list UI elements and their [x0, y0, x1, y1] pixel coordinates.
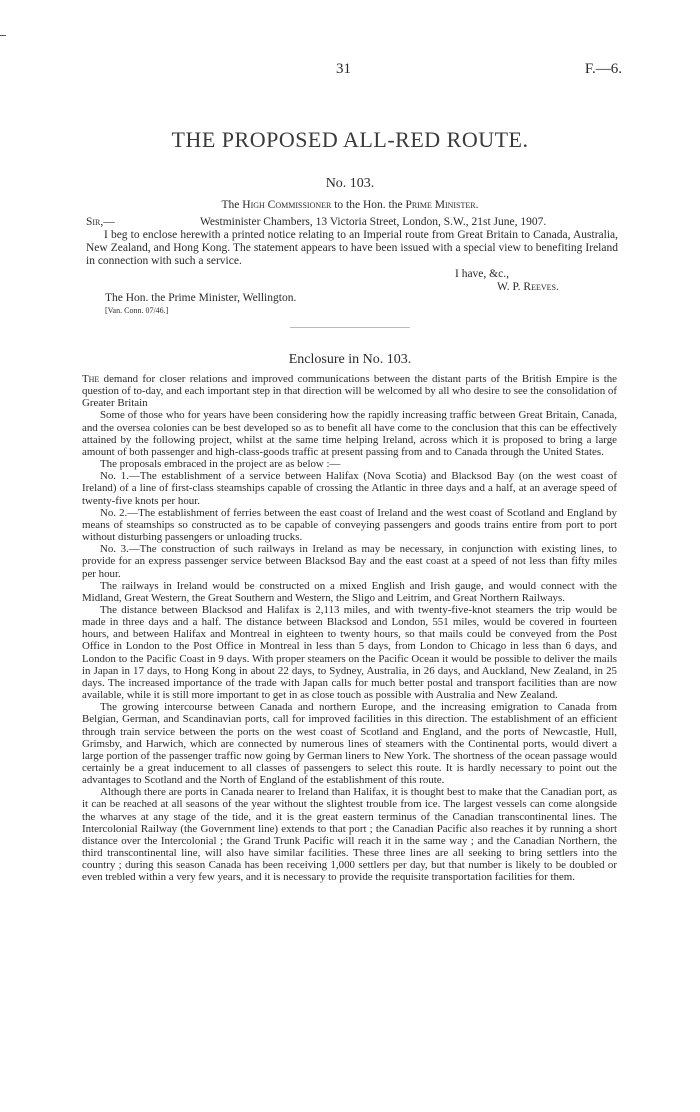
enclosure-paragraph: The distance between Blacksod and Halifax is 2,113 miles, and with twenty-five-knot steamers the trip would be made in three days and a half. The distance between Blacksod and London, 551 miles, would be covered in fourteen hours, and between Halifax and Montreal in eighteen to twenty hours, so that mails could be conveyed from the Post Office in London to the Post Office in Montreal in less than 5 days, from London to Chicago in less than 6 days, and London to the Pacific Coast in 9 days. With proper steamers on the Pacific Ocean it would be possible to deliver the mails in Japan in 17 days, to Hong Kong in about 22 days, to Sydney, Australia, in 26 days, and Auckland, New Zealand, in 25 days. The increased importance of the trade with Japan calls for much better postal and transport facilities than are now available, while it is still more important to get in as close touch as possible with Australia and New Zealand. [82, 603, 617, 702]
salutation: Sir,— [86, 216, 115, 228]
enclosure-paragraph: The growing intercourse between Canada and northern Europe, and the increasing emigration to Canada from Belgian, German, and Scandinavian ports, call for improved facilities in this direction. The establishment of an efficient through train service between the ports on the west coast of Scotland and England, and the ports of Newcastle, Hull, Grimsby, and Harwich, which are connected by numerous lines of steamers with the Continental ports, would divert a large portion of the passenger traffic now going by German liners to New York. The shortness of the ocean passage would certainly be a great inducement to all classes of passengers to select this route. It is hardly necessary to point out the advantages to Scotland and the North of England of the establishment of this route. [82, 701, 617, 787]
enclosure-paragraph: The proposals embraced in the project are as below :— [100, 458, 341, 471]
signature-initials: W. P. [497, 281, 521, 293]
page-number: 31 [336, 61, 351, 77]
margin-mark [0, 35, 6, 36]
enclosure-paragraph: No. 1.—The establishment of a service between Halifax (Nova Scotia) and Blacksod Bay (on the west coast of Ireland) of a line of first-class steamships capable of crossing the Atlantic in three days and a half, at an average speed of twenty-five knots per hour. [82, 470, 617, 507]
signature [497, 281, 559, 293]
addressee-middle: to the Hon. the [334, 199, 403, 211]
document-reference: F.—6. [584, 61, 622, 77]
enclosure-heading: Enclosure in No. 103. [288, 352, 412, 367]
letter-body: I beg to enclose herewith a printed notice relating to an Imperial route from Great Britain to Canada, Australia, New Zealand, and Hong Kong. The statement appears to have been issued with a special view to benefiting Ireland in connection with such a service. [86, 229, 618, 268]
letter-closing: I have, &c., [455, 268, 509, 280]
enclosure-body [82, 373, 617, 884]
section-divider [290, 327, 410, 328]
enclosure-paragraph: The railways in Ireland would be constructed on a mixed English and Irish gauge, and would connect with the Midland, Great Western, the Great Southern and Western, the Sligo and Leitrim, and Great Northern Railways. [82, 579, 617, 604]
enclosure-paragraph: No. 3.—The construction of such railways in Ireland as may be necessary, in conjunction with existing lines, to provide for an express passenger service between Blacksod Bay and the east coast at a speed of not less than fifty miles per hour. [82, 543, 617, 580]
enclosure-paragraph: Although there are ports in Canada nearer to Ireland than Halifax, it is thought best to make that the Canadian port, as it can be reached at all seasons of the year without the slightest trouble from ice. The largest vessels can come alongside the wharves at any stage of the tide, and it is the great eastern terminus of the Canadian transcontinental lines. The Intercolonial Railway (the Government line) extends to that port ; the Canadian Pacific also reaches it by running a short distance over the Intercolonial ; the Grand Trunk Pacific will reach it in the same way ; and the Canadian Northern, the third transcontinental line, will also have similar facilities. These three lines are all seeking to bring settlers into the country ; during this season Canada has been receiving 1,000 settlers per day, but that number is likely to be doubled or even trebled within a very few years, and it is necessary to provide the requisite transportation facilities for them. [82, 786, 617, 884]
page-title: THE PROPOSED ALL-RED ROUTE. [171, 127, 529, 152]
lead-word: The [82, 373, 100, 385]
sender-title: High Commissioner [242, 199, 332, 211]
enclosure-paragraph: The demand for closer relations and improved communications between the distant parts of the British Empire is the question of to-day, and each important step in that direction will be welcomed by all who desire to see the consolidation of Greater Britain [82, 373, 617, 410]
signature-name: Reeves. [523, 281, 559, 293]
enclosure-paragraph: No. 2.—The establishment of ferries between the east coast of Ireland and the west coast of Scotland and England by means of steamships so constructed as to be capable of conveying passengers and goods trains entire from port to port without disturbing passengers or unloading trucks. [82, 506, 617, 544]
recipient-title: Prime Minister. [405, 199, 479, 211]
file-reference: [Van. Conn. 07/46.] [105, 306, 169, 315]
sender-address: Westminister Chambers, 13 Victoria Street, London, S.W., 21st June, 1907. [200, 216, 547, 228]
enclosure-paragraph: Some of those who for years have been considering how the rapidly increasing traffic between Great Britain, Canada, and the oversea colonies can be best developed so as to benefit all have come to the conclusion that this can be effectively attained by the following project, whilst at the same time helping Ireland, across which it is proposed to bring a large amount of both passenger and high-class-goods traffic at present passing from and to Canada through the United States. [82, 409, 617, 458]
letter-number: No. 103. [325, 176, 375, 191]
letter-recipient: The Hon. the Prime Minister, Wellington. [105, 292, 297, 304]
letter-addressee [0, 199, 700, 211]
addressee-the: The [221, 199, 240, 211]
